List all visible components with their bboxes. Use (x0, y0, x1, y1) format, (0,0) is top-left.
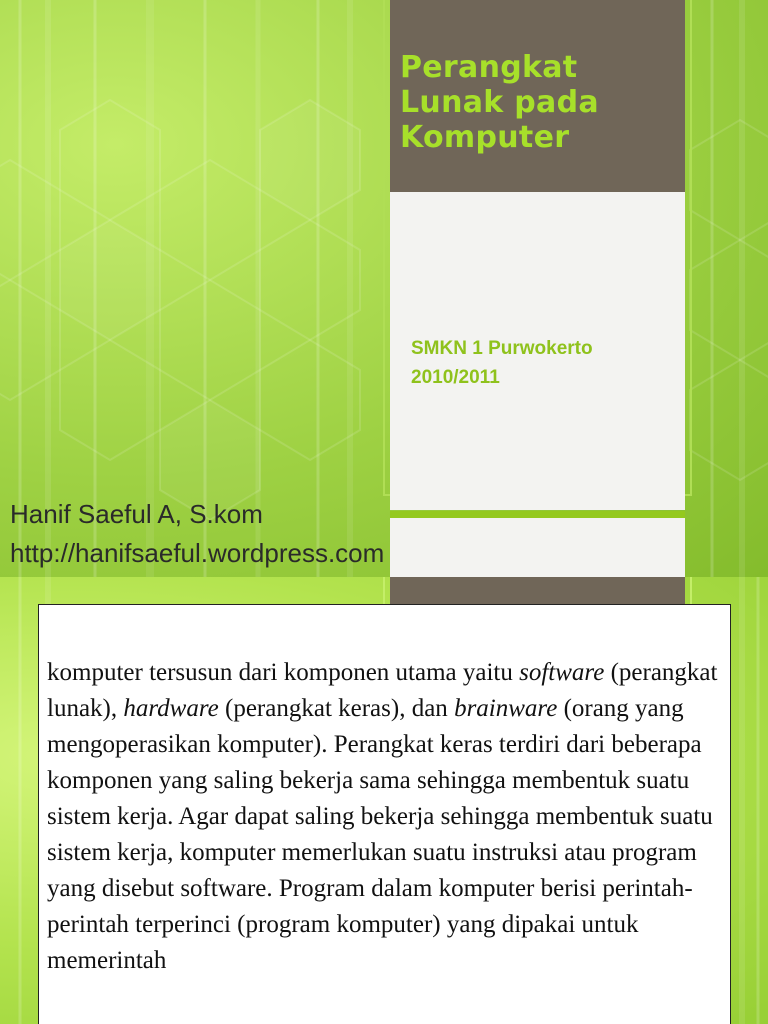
content-paragraph (47, 655, 719, 979)
slide-title: Perangkat Lunak pada Komputer (400, 50, 599, 155)
accent-bar (390, 511, 685, 518)
panel-bottom (390, 518, 685, 577)
term-brainware: brainware (454, 695, 558, 722)
author-url[interactable]: http://hanifsaeful.wordpress.com (10, 538, 385, 568)
content-box (38, 604, 731, 1024)
paragraph-text-2: (perangkat lunak), (47, 659, 718, 722)
author-name: Hanif Saeful A, S.kom (10, 499, 263, 529)
title-box (390, 0, 685, 192)
paragraph-text-3: (perangkat keras), dan (218, 695, 455, 722)
slide-subtitle (411, 334, 671, 392)
subtitle-panel (390, 192, 685, 510)
school-year: 2010/2011 (411, 367, 500, 388)
paragraph-text-4: (orang yang mengoperasikan komputer). Perangkat keras terdiri dari beberapa komponen yang saling bekerja sama sehingga membentuk suatu sistem kerja. Agar dapat saling bekerja sehingga membentuk suatu sistem kerja, komputer memerlukan suatu instruksi atau program yang disebut software. Program dalam komputer berisi perintah-perintah terperinci (program komputer) yang dipakai untuk memerintah (47, 695, 713, 974)
paragraph-text-1: komputer tersusun dari komponen utama yaitu (47, 659, 520, 686)
term-hardware: hardware (123, 695, 219, 722)
school-name: SMKN 1 Purwokerto (411, 338, 593, 359)
content-slide (0, 577, 768, 1024)
term-software: software (519, 659, 605, 686)
